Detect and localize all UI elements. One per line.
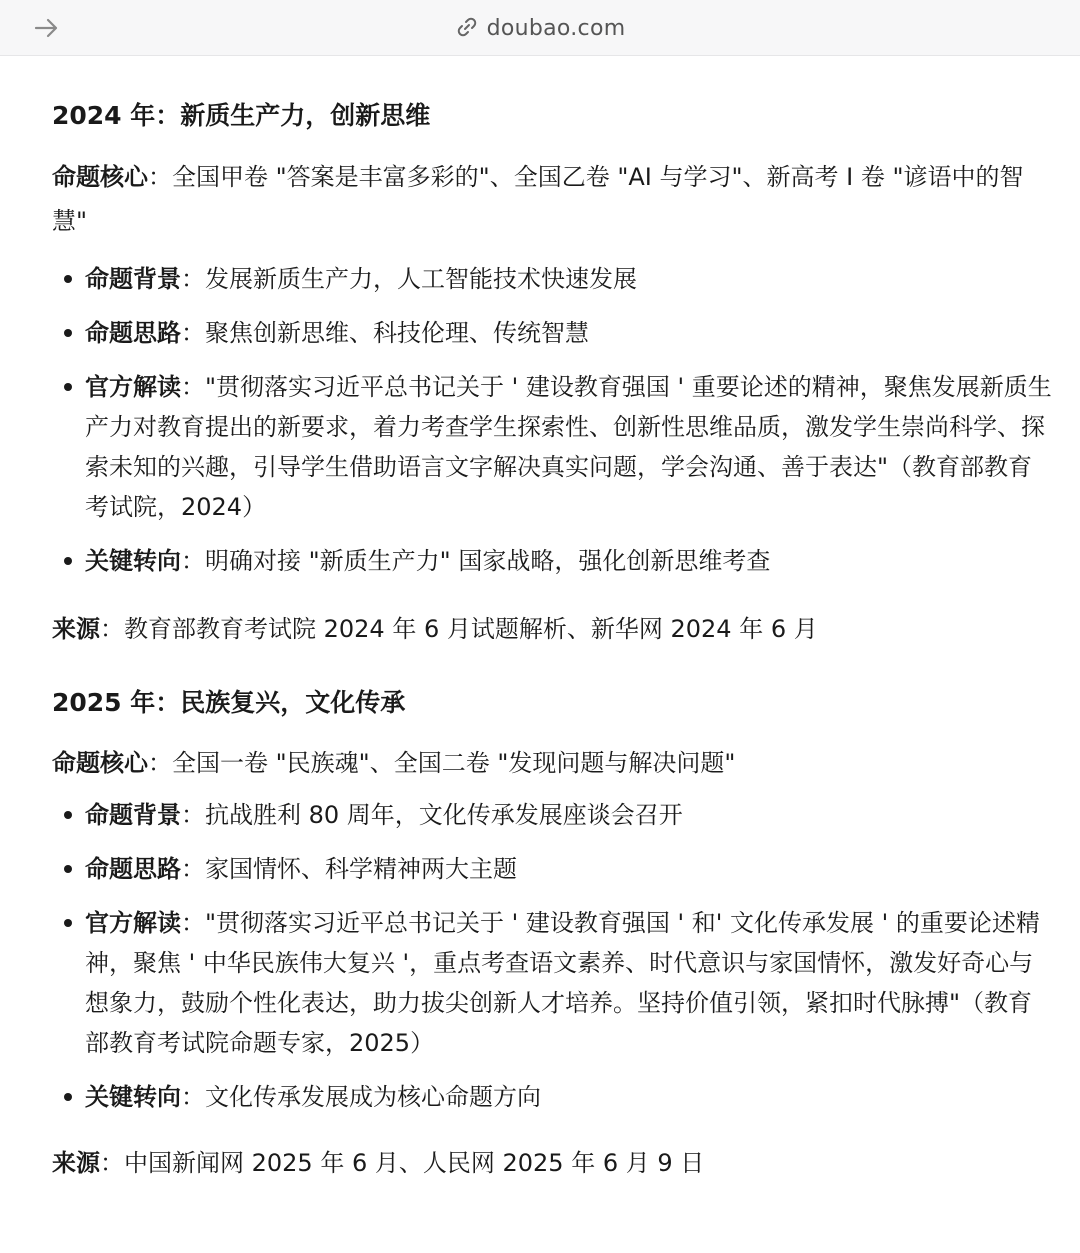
bullet-icon [64,329,72,337]
points-list-2024 [52,259,1054,581]
answer-content [0,56,1080,1185]
item-label: 关键转向 [85,1083,181,1111]
bullet-icon [64,919,72,927]
list-item [52,795,1054,835]
core-paragraph-2024 [52,155,1054,243]
core-text: ：全国一卷 "民族魂"、全国二卷 "发现问题与解决问题" [148,749,736,777]
source-label: 来源 [52,1149,100,1177]
bullet-icon [64,383,72,391]
bullet-icon [64,811,72,819]
item-label: 官方解读 [85,909,181,937]
source-label: 来源 [52,615,100,643]
bullet-icon [64,275,72,283]
list-item [52,541,1054,581]
list-item [52,1077,1054,1117]
core-label: 命题核心 [52,163,148,191]
core-label: 命题核心 [52,749,148,777]
source-text: ：教育部教育考试院 2024 年 6 月试题解析、新华网 2024 年 6 月 [100,615,818,643]
item-label: 关键转向 [85,547,181,575]
points-list-2025 [52,795,1054,1117]
item-text: ：文化传承发展成为核心命题方向 [181,1083,541,1111]
address-bar[interactable] [0,15,1080,41]
link-icon [455,15,479,39]
source-line-2024 [52,607,1054,651]
core-text: ：全国甲卷 "答案是丰富多彩的"、全国乙卷 "AI 与学习"、新高考 I 卷 "谚语中的智慧" [52,163,1024,235]
source-text: ：中国新闻网 2025 年 6 月、人民网 2025 年 6 月 9 日 [100,1149,705,1177]
list-item [52,903,1054,1063]
core-paragraph-2025 [52,741,1054,785]
item-text: ：发展新质生产力，人工智能技术快速发展 [181,265,637,293]
bullet-icon [64,1093,72,1101]
item-label: 命题思路 [85,855,181,883]
list-item [52,259,1054,299]
browser-top-bar [0,0,1080,56]
item-label: 命题背景 [85,801,181,829]
item-text: ：聚焦创新思维、科技伦理、传统智慧 [181,319,589,347]
item-text: ：明确对接 "新质生产力" 国家战略，强化创新思维考查 [181,547,771,575]
section-title-2025: 2025 年：民族复兴，文化传承 [52,688,406,717]
item-label: 官方解读 [85,373,181,401]
item-label: 命题背景 [85,265,181,293]
list-item [52,367,1054,527]
list-item [52,313,1054,353]
item-label: 命题思路 [85,319,181,347]
source-line-2025 [52,1141,1054,1185]
item-text: ：抗战胜利 80 周年，文化传承发展座谈会召开 [181,801,683,829]
item-text: ：家国情怀、科学精神两大主题 [181,855,517,883]
list-item [52,849,1054,889]
bullet-icon [64,557,72,565]
bullet-icon [64,865,72,873]
item-text: ："贯彻落实习近平总书记关于 ' 建设教育强国 ' 重要论述的精神，聚焦发展新质生产力对教育提出的新要求，着力考查学生探索性、创新性思维品质，激发学生崇尚科学、探索未知的兴趣，引导学生借助语言文字解决真实问题，学会沟通、善于表达"（教育部教育考试院，2024） [85,373,1052,521]
section-title-2024: 2024 年：新质生产力，创新思维 [52,101,431,130]
item-text: ："贯彻落实习近平总书记关于 ' 建设教育强国 ' 和' 文化传承发展 ' 的重要论述精神，聚焦 ' 中华民族伟大复兴 '，重点考查语文素养、时代意识与家国情怀，激发好奇心与想象力，鼓励个性化表达，助力拔尖创新人才培养。坚持价值引领，紧扣时代脉搏"（教育部教育考试院命题专家，2025） [85,909,1040,1057]
url-text: doubao.com [486,16,626,41]
